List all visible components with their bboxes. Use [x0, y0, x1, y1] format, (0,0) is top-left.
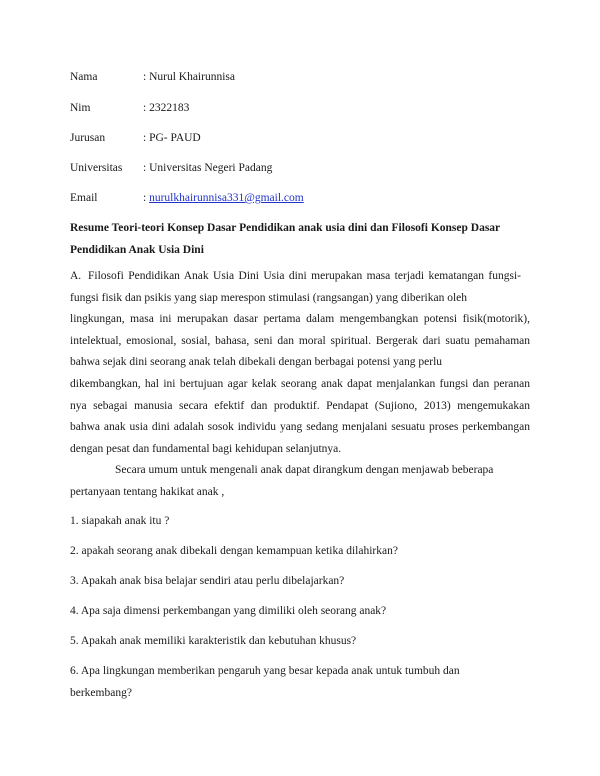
question-item: 2. apakah seorang anak dibekali dengan kemampuan ketika dilahirkan? — [70, 545, 398, 557]
field-value-nim: : 2322183 — [143, 102, 190, 114]
field-value-jurusan: : PG- PAUD — [143, 132, 201, 144]
document-title-line-2: Pendidikan Anak Usia Dini — [70, 244, 204, 256]
paragraph-line: bahwa sejak dini seorang anak telah dibekali dengan berbagai potensi yang perlu — [70, 356, 443, 368]
field-label-jurusan: Jurusan — [70, 132, 106, 144]
document-title-line-1: Resume Teori-teori Konsep Dasar Pendidikan anak usia dini dan Filosofi Konsep Dasar — [70, 222, 501, 234]
email-link[interactable]: nurulkhairunnisa331@gmail.com — [149, 192, 304, 204]
question-item-continuation: berkembang? — [70, 687, 132, 699]
paragraph-line: Filosofi Pendidikan Anak Usia Dini Usia dini merupakan masa terjadi kematangan fungsi- — [88, 270, 521, 282]
paragraph-line: lingkungan, masa ini merupakan dasar pertama dalam mengembangkan potensi fisik(motorik), — [70, 313, 530, 325]
question-item: 6. Apa lingkungan memberikan pengaruh yang besar kepada anak untuk tumbuh dan — [70, 665, 460, 677]
question-item: 1. siapakah anak itu ? — [70, 515, 170, 527]
intro-line: pertanyaan tentang hakikat anak , — [70, 486, 225, 498]
field-value-nama: : Nurul Khairunnisa — [143, 71, 235, 83]
field-label-universitas: Universitas — [70, 162, 123, 174]
paragraph-line: fungsi fisik dan psikis yang siap merespon stimulasi (rangsangan) yang diberikan oleh — [70, 292, 467, 304]
field-label-nama: Nama — [70, 71, 98, 83]
paragraph-line: intelektual, emosional, sosial, bahasa, seni dan moral spiritual. Bergerak dari suatu pemahaman — [70, 335, 530, 347]
paragraph-line: nya sebagai manusia secara efektif dan produktif. Pendapat (Sujiono, 2013) mengemukakan — [70, 400, 530, 412]
question-item: 3. Apakah anak bisa belajar sendiri atau perlu dibelajarkan? — [70, 575, 345, 587]
section-marker: A. — [70, 270, 82, 282]
field-label-nim: Nim — [70, 102, 91, 114]
email-separator: : — [143, 192, 150, 204]
question-item: 4. Apa saja dimensi perkembangan yang dimiliki oleh seorang anak? — [70, 605, 387, 617]
paragraph-line: dengan pesat dan fundamental bagi kehidupan selanjutnya. — [70, 443, 342, 455]
field-value-email — [143, 191, 304, 205]
question-item: 5. Apakah anak memiliki karakteristik dan kebutuhan khusus? — [70, 635, 357, 647]
paragraph-line: bahwa anak usia dini adalah sosok individu yang sedang menjalani sesuatu proses perkembangan — [70, 421, 530, 433]
field-label-email: Email — [70, 192, 98, 204]
field-value-universitas: : Universitas Negeri Padang — [143, 162, 273, 174]
paragraph-line: dikembangkan, hal ini bertujuan agar kelak seorang anak dapat menjalankan fungsi dan peranan — [70, 378, 530, 390]
intro-line: Secara umum untuk mengenali anak dapat dirangkum dengan menjawab beberapa — [115, 464, 494, 476]
